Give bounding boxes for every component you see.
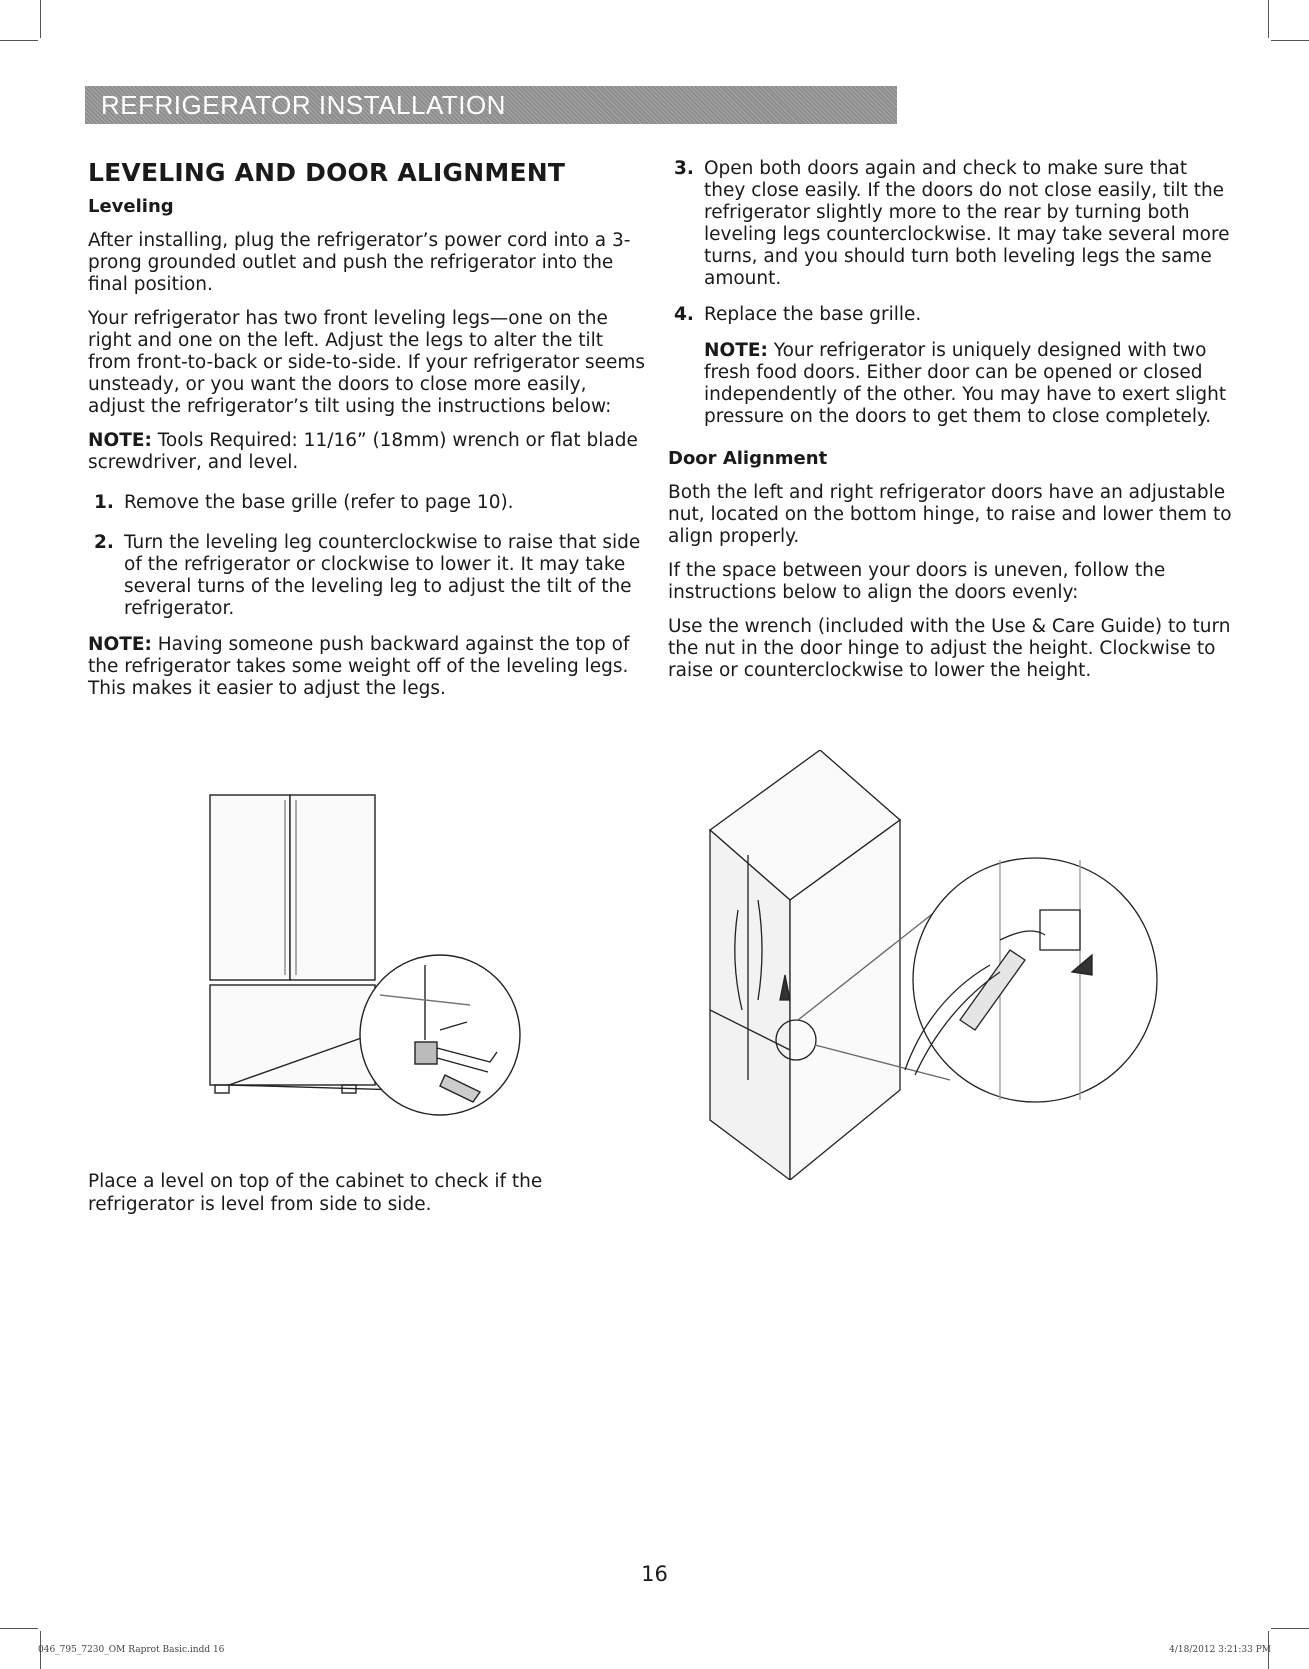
left-column — [88, 158, 648, 712]
page-number: 16 — [641, 1562, 668, 1586]
crop-mark — [0, 1628, 38, 1629]
note-label: NOTE: — [88, 430, 152, 451]
crop-mark — [1268, 0, 1269, 38]
door-alignment-illustration — [700, 750, 1190, 1180]
note — [88, 634, 648, 700]
right-column — [668, 158, 1233, 694]
figure-caption: Place a level on top of the cabinet to check if the refrigerator is level from side to side. — [88, 1171, 543, 1215]
note-text: Tools Required: 11/16” (18mm) wrench or flat blade screwdriver, and level. — [88, 430, 638, 473]
step-number: 4. — [674, 304, 694, 325]
note — [704, 340, 1233, 428]
note-text: Having someone push backward against the top of the refrigerator takes some weight off of the leveling legs. This makes it easier to adjust the legs. — [88, 634, 630, 699]
crop-mark — [1271, 1628, 1309, 1629]
paragraph: Your refrigerator has two front leveling legs—one on the right and one on the left. Adjust the legs to alter the tilt from front-to-back or side-to-side. If your refrigerator seems unsteady, or you want the doors to close more easily, adjust the refrigerator’s tilt using the instructions below: — [88, 308, 646, 417]
subheading-leveling: Leveling — [88, 196, 174, 217]
crop-mark — [0, 40, 38, 41]
step-text: Open both doors again and check to make sure that they close easily. If the doors do not close easily, tilt the refrigerator slightly more to the rear by turning both leveling legs counterclockwise. It may take several more turns, and you should turn both leveling legs the same amount. — [704, 158, 1230, 289]
page-heading: LEVELING AND DOOR ALIGNMENT — [88, 158, 566, 187]
step-item — [88, 532, 648, 620]
footer-timestamp: 4/18/2012 3:21:33 PM — [1169, 1645, 1271, 1655]
step-text: Replace the base grille. — [704, 304, 922, 325]
step-number: 3. — [674, 158, 694, 179]
step-number: 1. — [94, 492, 114, 513]
paragraph: After installing, plug the refrigerator’s power cord into a 3-prong grounded outlet and push the refrigerator into the final position. — [88, 230, 631, 295]
leveling-leg-illustration — [205, 790, 555, 1130]
step-item — [88, 492, 648, 514]
note-label: NOTE: — [704, 340, 768, 361]
note-label: NOTE: — [88, 634, 152, 655]
step-item — [668, 158, 1233, 290]
step-text: Remove the base grille (refer to page 10). — [124, 492, 514, 513]
paragraph: If the space between your doors is uneven, follow the instructions below to align the doors evenly: — [668, 560, 1166, 603]
step-text: Turn the leveling leg counterclockwise to raise that side of the refrigerator or clockwise to lower it. It may take several turns of the leveling leg to adjust the tilt of the refrigerator. — [124, 532, 641, 619]
paragraph: Both the left and right refrigerator doors have an adjustable nut, located on the bottom hinge, to raise and lower them to align properly. — [668, 482, 1232, 547]
note — [88, 430, 648, 474]
crop-mark — [40, 0, 41, 38]
section-banner — [85, 86, 897, 124]
paragraph: Use the wrench (included with the Use & Care Guide) to turn the nut in the door hinge to adjust the height. Clockwise to raise or counterclockwise to lower the height. — [668, 616, 1231, 681]
section-banner-title: REFRIGERATOR INSTALLATION — [101, 90, 506, 120]
subheading-door-alignment: Door Alignment — [668, 448, 828, 469]
note-text: Your refrigerator is uniquely designed with two fresh food doors. Either door can be opened or closed independently of the other. You may have to exert slight pressure on the doors to get them to close completely. — [704, 340, 1227, 427]
crop-mark — [1271, 40, 1309, 41]
step-number: 2. — [94, 532, 114, 553]
footer-file-name: 046_795_7230_OM Raprot Basic.indd 16 — [38, 1645, 225, 1655]
step-item — [668, 304, 1233, 326]
